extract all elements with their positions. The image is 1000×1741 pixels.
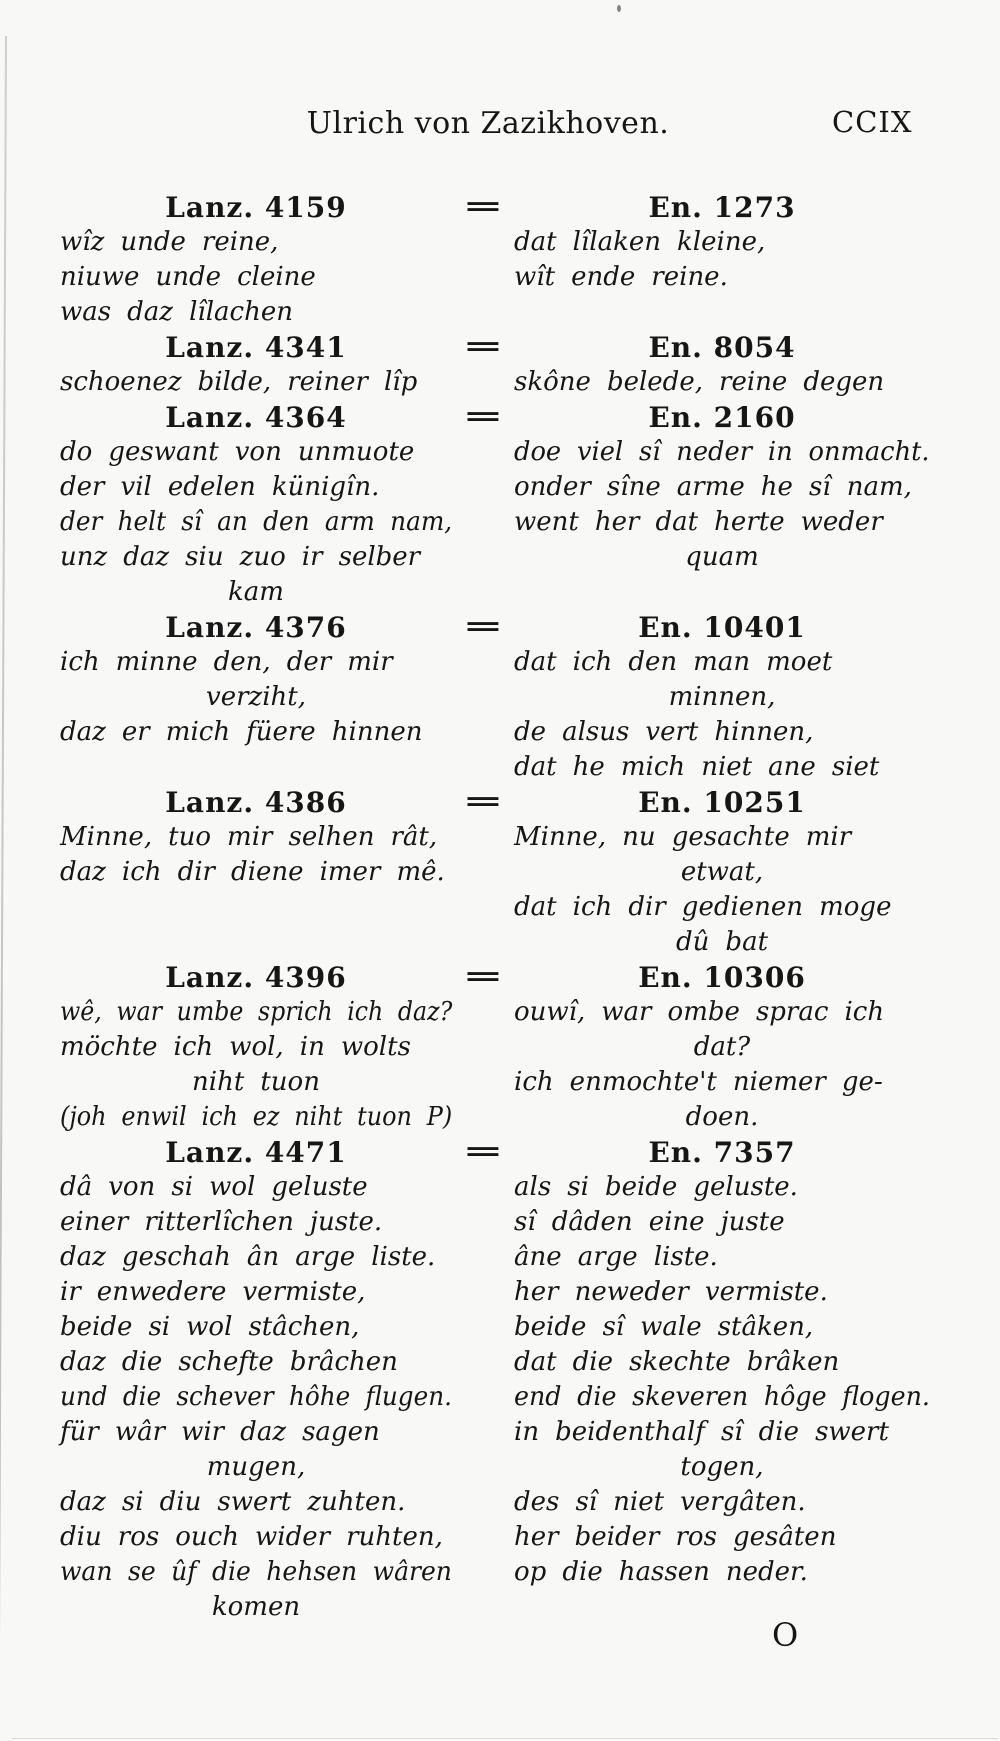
verse-line: für wâr wir daz sagen <box>60 1417 380 1447</box>
lanz-verse-column <box>60 365 452 400</box>
lanz-verse-column <box>60 225 452 330</box>
comparison-section <box>60 960 930 1135</box>
lanz-verse-column <box>60 645 452 785</box>
verse-line: her beider ros gesâten <box>514 1522 837 1552</box>
signature-mark: O <box>772 1616 799 1654</box>
lanz-reference-cell <box>60 960 452 995</box>
lanz-reference: Lanz. 4341 <box>165 331 347 364</box>
verse-line: einer ritterlîchen juste. <box>60 1207 383 1237</box>
verse-line: togen, <box>680 1452 764 1482</box>
en-reference-cell <box>514 785 930 820</box>
en-verse-column <box>514 435 930 610</box>
verse-line: âne arge liste. <box>514 1242 718 1272</box>
en-verse-column <box>514 995 930 1135</box>
en-reference-cell <box>514 610 930 645</box>
verse-line: sî dâden eine juste <box>514 1207 785 1237</box>
verse-line: daz ich dir diene imer mê. <box>60 857 445 887</box>
equals-cell <box>452 610 514 645</box>
column-gap <box>452 435 514 610</box>
verse-line: skône belede, reine degen <box>514 367 885 397</box>
en-reference: En. 1273 <box>648 191 796 224</box>
page-title: Ulrich von Zazikhoven. <box>306 106 670 141</box>
page-number: CCIX <box>832 105 913 139</box>
comparison-section <box>60 330 930 400</box>
verse-line: op die hassen neder. <box>514 1557 808 1587</box>
verse-line: niuwe unde cleine <box>60 262 316 292</box>
verse-line: quam <box>685 542 759 572</box>
en-verse-column <box>514 820 930 960</box>
verse-line: daz die schefte brâchen <box>60 1347 398 1377</box>
verse-line: der vil edelen künigîn. <box>60 472 380 502</box>
column-gap <box>452 1170 514 1625</box>
verse-line: Minne, tuo mir selhen rât, <box>60 822 438 852</box>
verse-line: do geswant von unmuote <box>60 437 415 467</box>
verse-line: ir enwedere vermiste, <box>60 1277 366 1307</box>
comparison-section <box>60 610 930 785</box>
verse-line: etwat, <box>680 857 764 887</box>
verse-line: daz er mich füere hinnen <box>60 717 423 747</box>
verse-line: went her dat herte weder <box>514 507 883 537</box>
en-reference: En. 2160 <box>648 401 796 434</box>
verse-line: dat die skechte brâken <box>514 1347 840 1377</box>
equals-cell <box>452 400 514 435</box>
equals-sign: = <box>462 332 504 362</box>
equals-cell <box>452 190 514 225</box>
verse-line: in beidenthalf sî die swert <box>514 1417 889 1447</box>
en-reference-cell <box>514 960 930 995</box>
en-reference-cell <box>514 330 930 365</box>
comparison-section <box>60 190 930 330</box>
verse-line: komen <box>211 1592 301 1622</box>
en-reference-cell <box>514 400 930 435</box>
verse-line: onder sîne arme he sî nam, <box>514 472 912 502</box>
equals-cell <box>452 330 514 365</box>
verse-line: ich enmochte't niemer ge- <box>514 1067 883 1097</box>
en-reference-cell <box>514 1135 930 1170</box>
verse-line: dâ von si wol geluste <box>60 1172 368 1202</box>
lanz-reference: Lanz. 4376 <box>165 611 347 644</box>
verse-line: daz si diu swert zuhten. <box>60 1487 406 1517</box>
en-reference: En. 10401 <box>638 611 806 644</box>
en-reference: En. 7357 <box>648 1136 796 1169</box>
equals-sign: = <box>462 402 504 432</box>
verse-line: niht tuon <box>192 1067 320 1097</box>
verse-line: diu ros ouch wider ruhten, <box>60 1522 443 1552</box>
lanz-reference-cell <box>60 190 452 225</box>
en-reference-cell <box>514 190 930 225</box>
verse-line: dat? <box>693 1032 751 1062</box>
equals-sign: = <box>462 1137 504 1167</box>
verse-line: de alsus vert hinnen, <box>514 717 814 747</box>
verse-line: der helt sî an den arm nam, <box>60 507 453 537</box>
verse-line: kam <box>228 577 284 607</box>
verse-line: was daz lîlachen <box>60 297 293 327</box>
verse-line: Minne, nu gesachte mir <box>514 822 852 852</box>
scan-edge-line <box>0 36 7 1741</box>
verse-line: wît ende reine. <box>514 262 728 292</box>
verse-line: des sî niet vergâten. <box>514 1487 806 1517</box>
verse-line: als si beide geluste. <box>514 1172 798 1202</box>
verse-line: daz geschah ân arge liste. <box>60 1242 436 1272</box>
column-gap <box>452 365 514 400</box>
verse-line: ich minne den, der mir <box>60 647 393 677</box>
verse-line: schoenez bilde, reiner lîp <box>60 367 418 397</box>
column-gap <box>452 820 514 960</box>
verse-line: dat ich dir gedienen moge <box>514 892 892 922</box>
equals-cell <box>452 1135 514 1170</box>
lanz-reference: Lanz. 4471 <box>165 1136 347 1169</box>
lanz-reference: Lanz. 4159 <box>165 191 347 224</box>
lanz-reference-cell <box>60 785 452 820</box>
en-verse-column <box>514 225 930 330</box>
lanz-verse-column <box>60 820 452 960</box>
verse-line: (joh enwil ich ez niht tuon P) <box>60 1102 453 1132</box>
lanz-verse-column <box>60 995 452 1135</box>
lanz-reference-cell <box>60 610 452 645</box>
comparison-section <box>60 785 930 960</box>
equals-sign: = <box>462 962 504 992</box>
verse-line: verziht, <box>206 682 306 712</box>
verse-line: wan se ûf die hehsen wâren <box>60 1557 452 1587</box>
verse-line: dat lîlaken kleine, <box>514 227 766 257</box>
verse-line: mugen, <box>206 1452 306 1482</box>
sections <box>60 190 930 1625</box>
lanz-reference: Lanz. 4364 <box>165 401 347 434</box>
verse-line: unz daz siu zuo ir selber <box>60 542 421 572</box>
en-verse-column <box>514 1170 930 1625</box>
lanz-reference: Lanz. 4386 <box>165 786 347 819</box>
ink-speck <box>617 5 621 12</box>
verse-line: möchte ich wol, in wolts <box>60 1032 411 1062</box>
verse-line: dat ich den man moet <box>514 647 833 677</box>
equals-cell <box>452 785 514 820</box>
verse-line: minnen, <box>668 682 776 712</box>
lanz-verse-column <box>60 435 452 610</box>
verse-line: ouwî, war ombe sprac ich <box>514 997 885 1027</box>
lanz-reference-cell <box>60 400 452 435</box>
en-reference: En. 10306 <box>638 961 806 994</box>
lanz-reference-cell <box>60 330 452 365</box>
comparison-section <box>60 1135 930 1625</box>
verse-line: beide si wol stâchen, <box>60 1312 360 1342</box>
verse-line: dat he mich niet ane siet <box>514 752 880 782</box>
equals-sign: = <box>462 192 504 222</box>
comparison-section <box>60 400 930 610</box>
en-verse-column <box>514 365 930 400</box>
lanz-verse-column <box>60 1170 452 1625</box>
verse-line: und die schever hôhe flugen. <box>60 1382 452 1412</box>
column-gap <box>452 995 514 1135</box>
column-gap <box>452 645 514 785</box>
en-reference: En. 8054 <box>648 331 796 364</box>
equals-sign: = <box>462 612 504 642</box>
lanz-reference: Lanz. 4396 <box>165 961 347 994</box>
verse-line: wîz unde reine, <box>60 227 279 257</box>
en-reference: En. 10251 <box>638 786 806 819</box>
en-verse-column <box>514 645 930 785</box>
verse-line: beide sî wale stâken, <box>514 1312 814 1342</box>
verse-line: wê, war umbe sprich ich daz? <box>60 997 453 1027</box>
verse-line: end die skeveren hôge flogen. <box>514 1382 930 1412</box>
column-gap <box>452 225 514 330</box>
equals-sign: = <box>462 787 504 817</box>
verse-line: doe viel sî neder in onmacht. <box>514 437 930 467</box>
equals-cell <box>452 960 514 995</box>
verse-line: her neweder vermiste. <box>514 1277 828 1307</box>
verse-line: dû bat <box>675 927 769 957</box>
scan-bottom-line <box>12 1738 998 1739</box>
verse-line: doen. <box>685 1102 759 1132</box>
lanz-reference-cell <box>60 1135 452 1170</box>
